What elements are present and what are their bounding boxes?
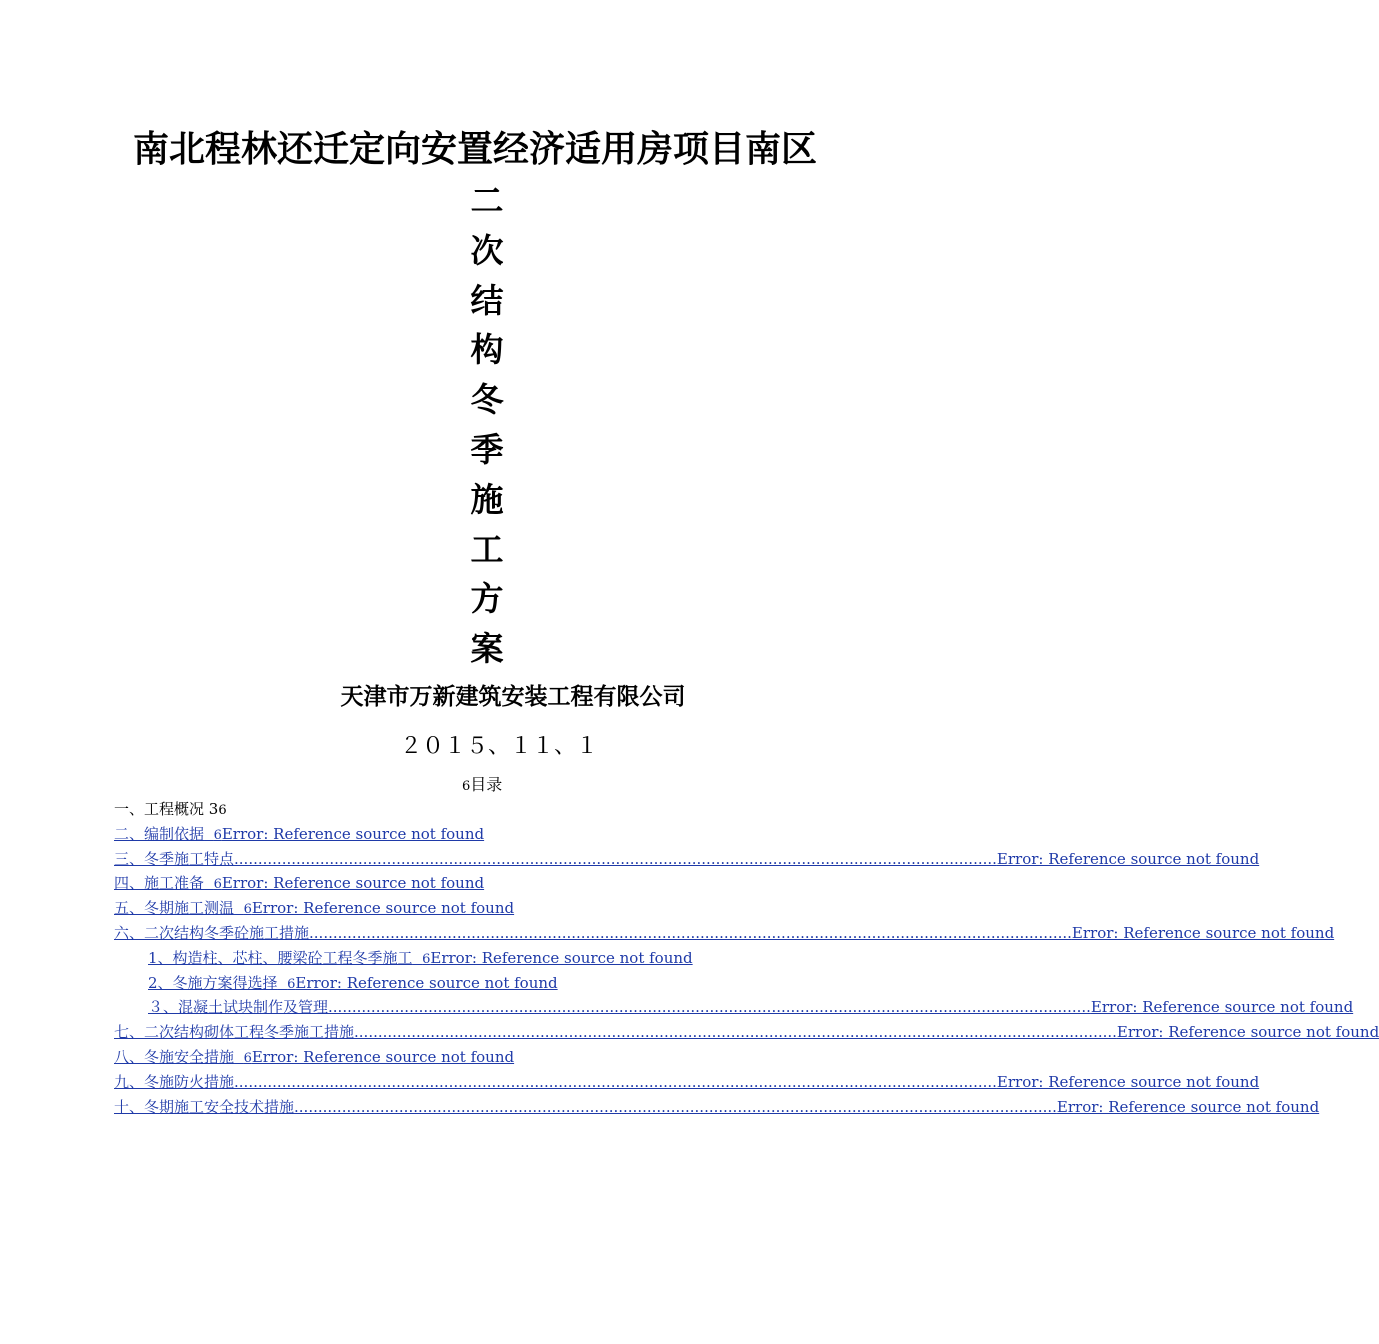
- toc-entry-page[interactable]: Error: Reference source not found: [996, 849, 1260, 868]
- vertical-title-char: 方: [470, 579, 504, 619]
- toc-entry-masonry-measures[interactable]: [114, 1020, 1379, 1045]
- company-name: 天津市万新建筑安装工程有限公司: [340, 684, 686, 710]
- vertical-title-char: 季: [470, 429, 504, 469]
- toc-entry-label: 五、冬期施工测温: [114, 899, 235, 918]
- toc-entry-marker: 6: [422, 951, 431, 967]
- vertical-title-char: 工: [470, 529, 504, 569]
- toc-entry-safety[interactable]: [114, 1045, 860, 1070]
- toc-entry-test-blocks[interactable]: [114, 995, 1354, 1020]
- toc-entry-label[interactable]: 七、二次结构砌体工程冬季施工措施: [114, 1023, 355, 1042]
- document-date: ２０１５、１１、１: [400, 734, 599, 759]
- toc-entry-label[interactable]: ３、混凝土试块制作及管理: [148, 998, 329, 1017]
- vertical-title-char: 结: [470, 280, 504, 320]
- toc-heading: [462, 774, 502, 798]
- toc-heading-text: 目录: [470, 775, 503, 794]
- toc-entry-page[interactable]: Error: Reference source not found: [1090, 998, 1354, 1017]
- toc-entry-columns[interactable]: [114, 946, 860, 971]
- toc-entry-leader: ................................................................................................................................................................: [309, 923, 1072, 942]
- toc-entry-leader: ................................................................................................................................................................: [328, 998, 1091, 1017]
- toc-entry-page[interactable]: Error: Reference source not found: [1056, 1097, 1320, 1116]
- toc-entry-marker: 6: [213, 827, 222, 843]
- toc-entry-temperature[interactable]: [114, 896, 860, 921]
- toc-entry-page[interactable]: Error: Reference source not found: [996, 1072, 1260, 1091]
- toc-entry-page: Error: Reference source not found: [251, 899, 515, 918]
- toc-entry-basis[interactable]: [114, 822, 860, 847]
- toc-entry-label: 八、冬施安全措施: [114, 1047, 235, 1066]
- toc-entry-link[interactable]: [114, 1048, 514, 1066]
- toc-entry-label[interactable]: 九、冬施防火措施: [114, 1072, 235, 1091]
- table-of-contents: [114, 797, 1379, 1119]
- toc-entry-leader: ................................................................................................................................................................: [354, 1023, 1117, 1042]
- toc-entry-page: Error: Reference source not found: [430, 948, 693, 967]
- toc-entry-label: 二、编制依据: [114, 824, 205, 843]
- toc-entry-page: Error: Reference source not found: [295, 973, 558, 992]
- toc-entry-winter-features[interactable]: [114, 847, 1260, 872]
- toc-entry-label: 2、冬施方案得选择: [148, 973, 278, 992]
- toc-entry-label: 一、工程概况: [114, 800, 205, 818]
- vertical-title-char: 构: [470, 330, 504, 370]
- toc-entry-concrete-measures[interactable]: [114, 921, 1335, 946]
- vertical-title-char: 次: [470, 230, 504, 270]
- toc-entry-overview: [114, 797, 860, 822]
- toc-entry-page: Error: Reference source not found: [251, 1047, 515, 1066]
- toc-entry-marker: 6: [218, 803, 227, 818]
- toc-entry-page: Error: Reference source not found: [221, 874, 485, 893]
- vertical-title-char: 案: [470, 629, 504, 669]
- toc-entry-leader: ................................................................................................................................................................: [234, 1072, 997, 1091]
- toc-entry-link[interactable]: [114, 825, 484, 843]
- toc-entry-marker: 6: [213, 877, 222, 893]
- toc-entry-page[interactable]: Error: Reference source not found: [1071, 923, 1335, 942]
- toc-entry-marker: 6: [287, 976, 296, 992]
- toc-entry-marker: 6: [243, 902, 252, 918]
- toc-entry-label[interactable]: 六、二次结构冬季砼施工措施: [114, 923, 310, 942]
- toc-entry-label: 四、施工准备: [114, 874, 205, 893]
- toc-entry-marker: 6: [243, 1050, 252, 1066]
- toc-entry-leader: ................................................................................................................................................................: [294, 1097, 1057, 1116]
- toc-entry-link[interactable]: [114, 874, 484, 892]
- toc-entry-page[interactable]: Error: Reference source not found: [1116, 1023, 1379, 1042]
- toc-entry-preparation[interactable]: [114, 871, 860, 896]
- toc-entry-safety-technical[interactable]: [114, 1095, 1320, 1120]
- toc-entry-link[interactable]: [148, 949, 693, 967]
- vertical-title-char: 冬: [470, 380, 504, 420]
- document-title: 南北程林还迁定向安置经济适用房项目南区: [132, 129, 817, 170]
- toc-entry-page: 3: [208, 800, 219, 818]
- toc-entry-link[interactable]: [114, 899, 514, 917]
- toc-entry-page: Error: Reference source not found: [221, 824, 485, 843]
- toc-entry-label: 1、构造柱、芯柱、腰梁砼工程冬季施工: [148, 948, 413, 967]
- toc-entry-leader: ................................................................................................................................................................: [234, 849, 997, 868]
- toc-heading-marker: 6: [462, 779, 471, 794]
- toc-entry-plan-selection[interactable]: [114, 971, 860, 996]
- vertical-title-char: 施: [470, 479, 504, 519]
- toc-entry-fire-prevention[interactable]: [114, 1070, 1260, 1095]
- vertical-title-char: 二: [470, 181, 504, 220]
- toc-entry-link[interactable]: [148, 974, 558, 992]
- toc-entry-label[interactable]: 三、冬季施工特点: [114, 849, 235, 868]
- toc-entry-label[interactable]: 十、冬期施工安全技术措施: [114, 1097, 295, 1116]
- vertical-title: [437, 176, 537, 674]
